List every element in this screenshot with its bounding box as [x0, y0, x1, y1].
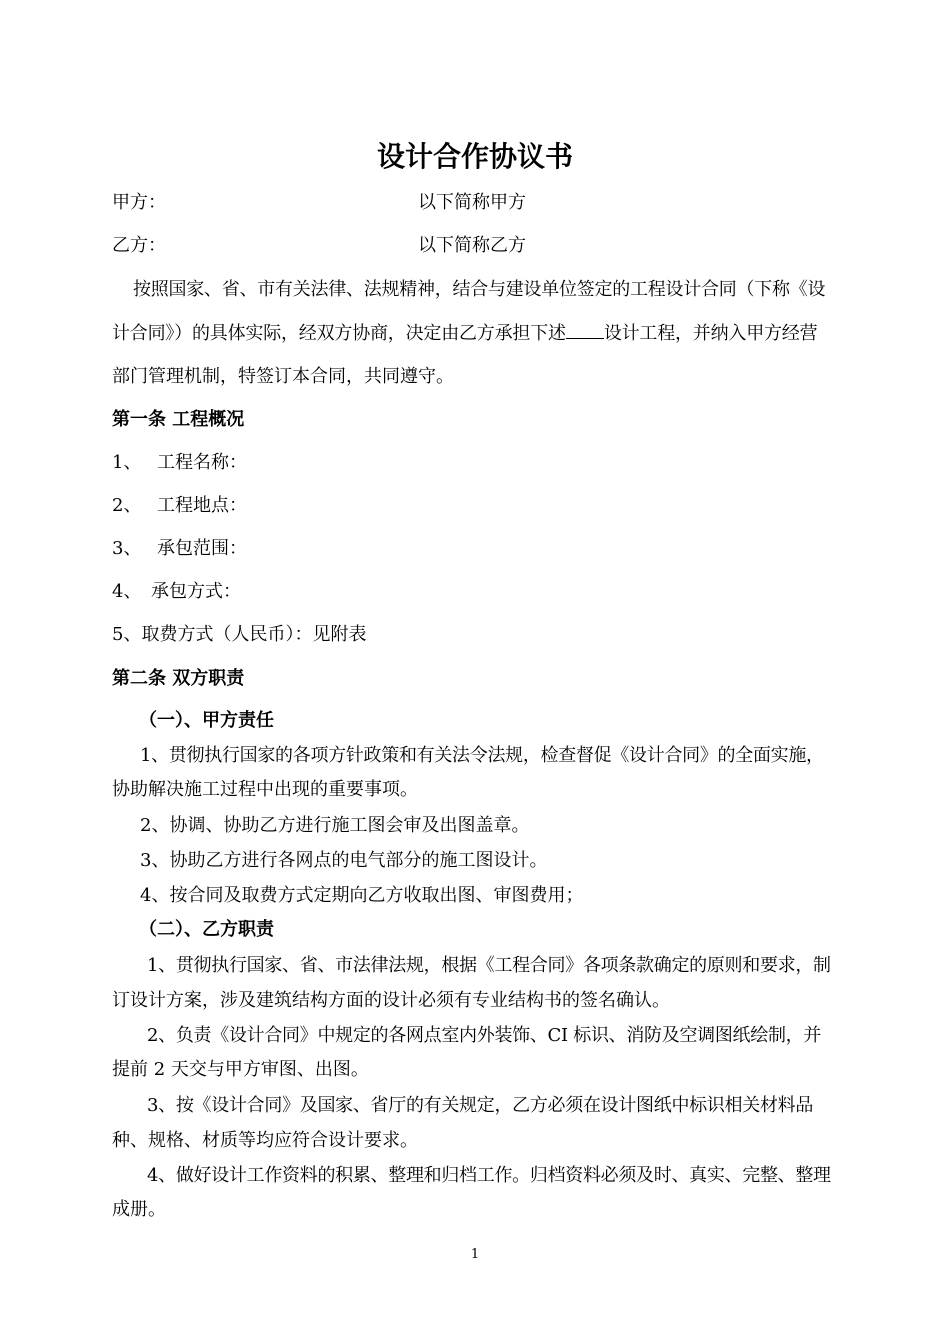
- intro-line-2-end: 设计工程，并纳入甲方经营: [603, 323, 818, 344]
- item-3-text: 承包范围：: [157, 538, 247, 559]
- item-2-num: 2、: [112, 495, 142, 516]
- intro-line-3: 部门管理机制，特签订本合同，共同遵守。: [112, 366, 454, 387]
- item-2-text: 工程地点：: [157, 495, 247, 516]
- sub-b-line-4: 提前 2 天交与甲方审图、出图。: [112, 1059, 369, 1080]
- item-3-num: 3、: [112, 538, 142, 559]
- sub-b-line-8: 成册。: [112, 1199, 166, 1220]
- item-1-num: 1、: [112, 452, 142, 473]
- sub-a-line-3: 2、协调、协助乙方进行施工图会审及出图盖章。: [140, 815, 530, 836]
- item-4-text: 承包方式：: [151, 581, 241, 602]
- sub-a-heading: （一）、甲方责任: [139, 710, 274, 731]
- sub-a-line-2: 协助解决施工过程中出现的重要事项。: [112, 779, 418, 800]
- party-b-note: 以下简称乙方: [418, 235, 526, 256]
- sub-a-line-1: 1、贯彻执行国家的各项方针政策和有关法令法规，检查督促《设计合同》的全面实施，: [140, 745, 824, 766]
- item-4-num: 4、: [112, 581, 142, 602]
- sub-b-line-6: 种、规格、材质等均应符合设计要求。: [112, 1130, 418, 1151]
- party-b-label: 乙方：: [112, 235, 166, 256]
- sub-b-line-1: 1、贯彻执行国家、省、市法律法规，根据《工程合同》各项条款确定的原则和要求，制: [147, 955, 831, 976]
- sub-a-line-4: 3、协助乙方进行各网点的电气部分的施工图设计。: [140, 850, 548, 871]
- intro-line-1: 按照国家、省、市有关法律、法规精神，结合与建设单位签定的工程设计合同（下称《设: [133, 279, 826, 300]
- party-a-label: 甲方：: [112, 192, 166, 213]
- intro-line-2: [112, 319, 817, 345]
- sub-b-line-5: 3、按《设计合同》及国家、省厅的有关规定，乙方必须在设计图纸中标识相关材料品: [147, 1095, 814, 1116]
- intro-line-2-start: 计合同》）的具体实际，经双方协商，决定由乙方承担下述: [112, 323, 566, 344]
- item-5-text: 5、取费方式（人民币）：见附表: [112, 624, 367, 645]
- party-a-note: 以下简称甲方: [418, 192, 526, 213]
- sub-b-line-2: 订设计方案，涉及建筑结构方面的设计必须有专业结构书的签名确认。: [112, 990, 670, 1011]
- section-2-heading: 第二条 双方职责: [112, 668, 245, 689]
- sub-b-line-7: 4、做好设计工作资料的积累、整理和归档工作。归档资料必须及时、真实、完整、整理: [147, 1165, 831, 1186]
- project-blank: [566, 338, 604, 339]
- section-1-heading: 第一条 工程概况: [112, 409, 245, 430]
- document-title: 设计合作协议书: [376, 140, 573, 173]
- item-1-text: 工程名称：: [157, 452, 247, 473]
- sub-b-heading: （二）、乙方职责: [139, 919, 274, 940]
- sub-a-line-5: 4、按合同及取费方式定期向乙方收取出图、审图费用；: [140, 885, 584, 906]
- sub-b-line-3: 2、负责《设计合同》中规定的各网点室内外装饰、CI 标识、消防及空调图纸绘制，并: [147, 1025, 822, 1046]
- page-number: 1: [470, 1247, 480, 1262]
